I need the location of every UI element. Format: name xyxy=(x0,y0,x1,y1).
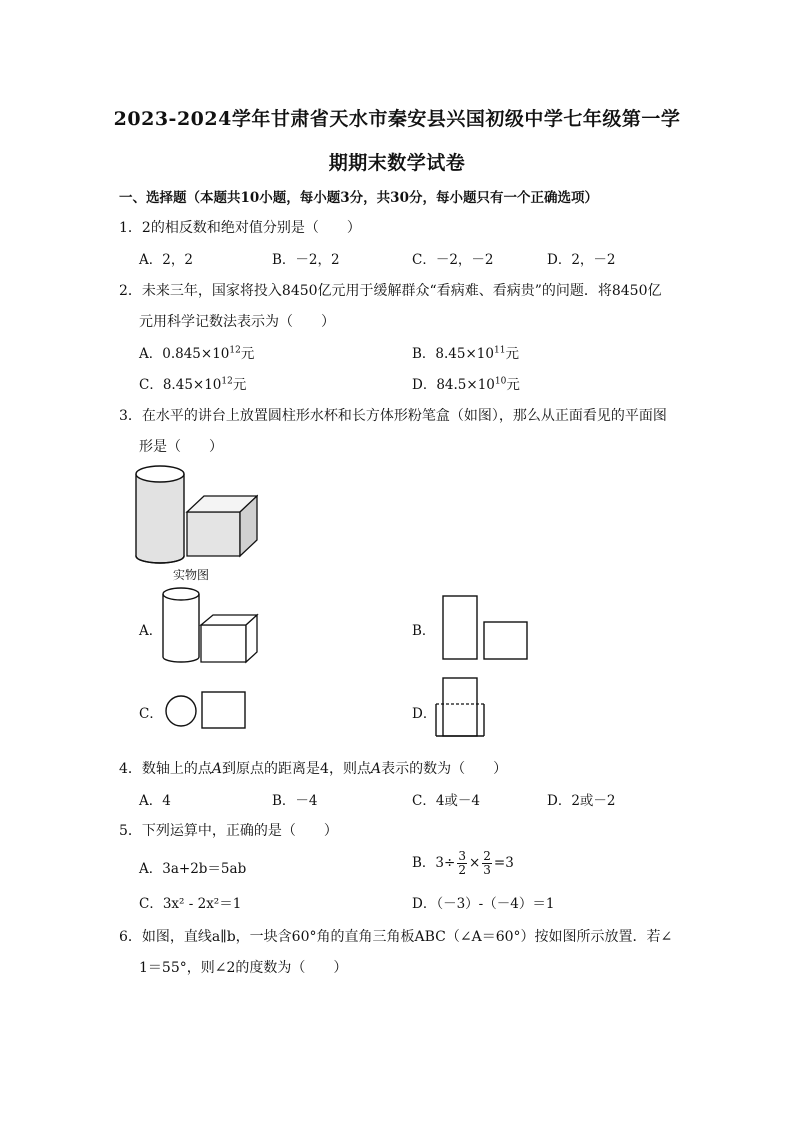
option-letter: A． xyxy=(139,346,163,362)
q2-option-c xyxy=(139,373,246,393)
question-3-stem-line2: 形是（ ） xyxy=(139,439,223,455)
option-unit: 元 xyxy=(505,346,519,362)
option-expression: （－3）-（－4）＝1 xyxy=(436,896,555,912)
option-unit: 元 xyxy=(240,346,255,362)
q2-option-a xyxy=(139,342,254,362)
variable-a: A xyxy=(211,761,223,777)
box-shape xyxy=(187,496,257,556)
cylinder-shape xyxy=(136,466,184,563)
section-heading: 一、选择题（本题共10小题，每小题3分，共30分，每小题只有一个正确选项） xyxy=(119,190,598,206)
option-mantissa: 84.5×10 xyxy=(436,377,495,393)
option-expression: 3x² - 2x²＝1 xyxy=(162,896,242,912)
fraction-two-thirds xyxy=(482,850,492,877)
fraction-denominator: 3 xyxy=(483,863,491,877)
q3-option-d-figure xyxy=(432,674,492,740)
question-3-stem-line1: 3．在水平的讲台上放置圆柱形水杯和长方体形粉笔盒（如图），那么从正面看见的平面图 xyxy=(119,408,667,424)
stem-text: 表示的数为（ ） xyxy=(381,761,508,777)
fraction-numerator: 2 xyxy=(483,849,491,863)
option-mantissa: 0.845×10 xyxy=(162,346,230,362)
option-letter: C． xyxy=(139,896,163,912)
question-6-stem-line2: 1＝55°，则∠2的度数为（ ） xyxy=(139,960,348,976)
exam-title-line1: 2023-2024学年甘肃省天水市秦安县兴国初级中学七年级第一学 xyxy=(113,108,681,130)
option-letter: A． xyxy=(139,861,163,877)
q3-option-c-label: C． xyxy=(139,706,163,722)
fraction-numerator: 3 xyxy=(458,849,466,863)
q5-option-b xyxy=(412,850,514,877)
option-mantissa: 8.45×10 xyxy=(435,346,494,362)
exam-title-line2: 期期末数学试卷 xyxy=(328,152,466,174)
option-expression: 3÷ xyxy=(435,855,456,871)
q1-option-c: C．－2，－2 xyxy=(412,252,494,268)
q5-option-c xyxy=(139,892,241,912)
q4-option-c: C．4或－4 xyxy=(412,793,481,809)
question-4-stem xyxy=(119,758,507,778)
question-2-stem-line1: 2．未来三年，国家将投入8450亿元用于缓解群众“看病难、看病贵”的问题．将8450亿 xyxy=(119,283,662,299)
stem-text: 到原点的距离是4，则点 xyxy=(222,761,371,777)
variable-a: A xyxy=(370,761,382,777)
question-5-stem: 5．下列运算中，正确的是（ ） xyxy=(119,823,338,839)
option-exponent: 11 xyxy=(493,345,506,356)
option-exponent: 12 xyxy=(221,376,233,387)
figure-caption: 实物图 xyxy=(173,568,210,582)
fraction-three-halves xyxy=(457,850,467,877)
option-expression: 3a+2b＝5ab xyxy=(162,861,247,877)
question-1-stem: 1．2的相反数和绝对值分别是（ ） xyxy=(119,220,361,236)
option-unit: 元 xyxy=(232,377,247,393)
q1-option-b: B．－2，2 xyxy=(272,252,340,268)
q3-object-figure xyxy=(128,460,258,566)
option-letter: C． xyxy=(139,377,163,393)
q3-option-a-figure xyxy=(160,584,260,668)
option-unit: 元 xyxy=(506,377,520,393)
q3-option-d-label: D． xyxy=(412,706,437,722)
option-letter: D． xyxy=(412,377,437,393)
q4-option-b: B．－4 xyxy=(272,793,318,809)
q1-option-a: A．2，2 xyxy=(139,252,193,268)
stem-text: 4．数轴上的点 xyxy=(119,761,212,777)
q3-option-b-label: B． xyxy=(412,623,436,639)
q3-option-c-figure xyxy=(160,688,252,734)
q5-option-d xyxy=(412,892,554,912)
option-letter: D． xyxy=(412,896,437,912)
q5-option-a xyxy=(139,857,246,877)
option-exponent: 12 xyxy=(229,345,241,356)
option-exponent: 10 xyxy=(494,376,507,387)
q3-option-a-label: A． xyxy=(139,623,163,639)
q3-option-b-figure xyxy=(440,594,532,664)
option-letter: B． xyxy=(412,346,436,362)
option-mantissa: 8.45×10 xyxy=(162,377,222,393)
option-expression: =3 xyxy=(493,855,514,871)
q1-option-d: D．2，－2 xyxy=(547,252,616,268)
option-letter: B． xyxy=(412,855,436,871)
question-6-stem-line1: 6．如图，直线a∥b，一块含60°角的直角三角板ABC（∠A＝60°）按如图所示放置．若∠ xyxy=(119,929,673,945)
q4-option-a: A．4 xyxy=(139,793,171,809)
fraction-denominator: 2 xyxy=(458,863,466,877)
times-sign: × xyxy=(468,855,481,871)
question-2-stem-line2: 元用科学记数法表示为（ ） xyxy=(139,314,335,330)
q2-option-d xyxy=(412,373,520,393)
q4-option-d: D．2或－2 xyxy=(547,793,616,809)
q2-option-b xyxy=(412,342,519,362)
